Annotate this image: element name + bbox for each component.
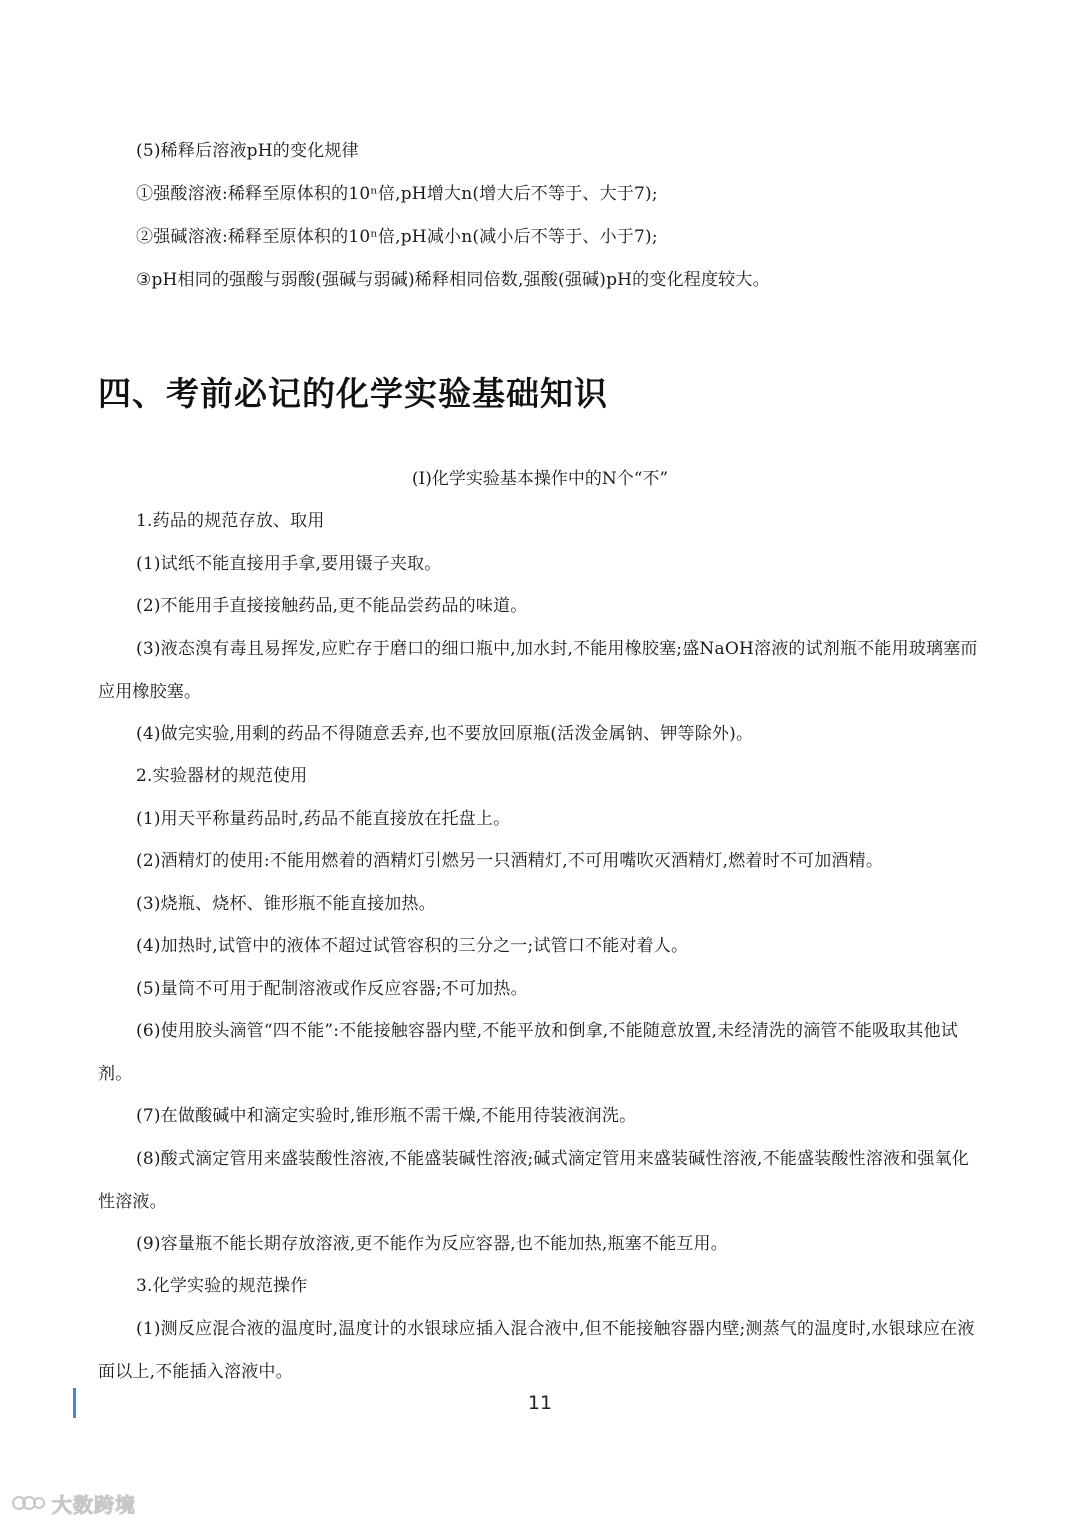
watermark-text: 大数跨境 [52, 1492, 136, 1517]
part2-heading: 2.实验器材的规范使用 [136, 766, 308, 786]
part2-item-4: (4)加热时,试管中的液体不超过试管容积的三分之一;试管口不能对着人。 [136, 936, 689, 956]
part1-heading: 1.药品的规范存放、取用 [136, 511, 325, 531]
part2-item-1: (1)用天平称量药品时,药品不能直接放在托盘上。 [136, 809, 511, 829]
part1-item-2: (2)不能用手直接接触药品,更不能品尝药品的味道。 [136, 596, 528, 616]
part2-item-5: (5)量筒不可用于配制溶液或作反应容器;不可加热。 [136, 979, 528, 999]
part1-item-3: (3)液态溴有毒且易挥发,应贮存于磨口的细口瓶中,加水封,不能用橡胶塞;盛NaOH溶液的试剂瓶不能用玻璃塞而应用橡胶塞。 [98, 639, 978, 702]
part2-item-3: (3)烧瓶、烧杯、锥形瓶不能直接加热。 [136, 894, 436, 914]
part3-heading: 3.化学实验的规范操作 [136, 1276, 308, 1296]
part1-item-4: (4)做完实验,用剩的药品不得随意丢弃,也不要放回原瓶(活泼金属钠、钾等除外)。 [136, 724, 754, 744]
part2-item-7: (7)在做酸碱中和滴定实验时,锥形瓶不需干燥,不能用待装液润洗。 [136, 1106, 637, 1126]
watermark-logo-icon [10, 1490, 46, 1516]
watermark [10, 1488, 136, 1518]
section-title: 四、考前必记的化学实验基础知识 [98, 374, 608, 413]
part3-item-1: (1)测反应混合液的温度时,温度计的水银球应插入混合液中,但不能接触容器内壁;测蒸气的温度时,水银球应在液面以上,不能插入溶液中。 [98, 1319, 975, 1382]
intro-heading: (5)稀释后溶液pH的变化规律 [136, 141, 359, 161]
intro-item-1: ①强酸溶液:稀释至原体积的10ⁿ倍,pH增大n(增大后不等于、大于7); [136, 184, 658, 204]
page-number: 11 [527, 1392, 553, 1414]
part2-item-8: (8)酸式滴定管用来盛装酸性溶液,不能盛装碱性溶液;碱式滴定管用来盛装碱性溶液,不能盛装酸性溶液和强氧化性溶液。 [98, 1149, 970, 1212]
intro-item-3: ③pH相同的强酸与弱酸(强碱与弱碱)稀释相同倍数,强酸(强碱)pH的变化程度较大。 [136, 270, 770, 290]
intro-item-2: ②强碱溶液:稀释至原体积的10ⁿ倍,pH减小n(减小后不等于、小于7); [136, 227, 658, 247]
part2-item-2: (2)酒精灯的使用:不能用燃着的酒精灯引燃另一只酒精灯,不可用嘴吹灭酒精灯,燃着时不可加酒精。 [136, 851, 884, 871]
part2-item-6: (6)使用胶头滴管“四不能”:不能接触容器内壁,不能平放和倒拿,不能随意放置,未经清洗的滴管不能吸取其他试剂。 [98, 1021, 958, 1084]
part2-item-9: (9)容量瓶不能长期存放溶液,更不能作为反应容器,也不能加热,瓶塞不能互用。 [136, 1234, 728, 1254]
part1-item-1: (1)试纸不能直接用手拿,要用镊子夹取。 [136, 554, 442, 574]
subsection-title: (Ⅰ)化学实验基本操作中的N个“不” [411, 469, 669, 489]
